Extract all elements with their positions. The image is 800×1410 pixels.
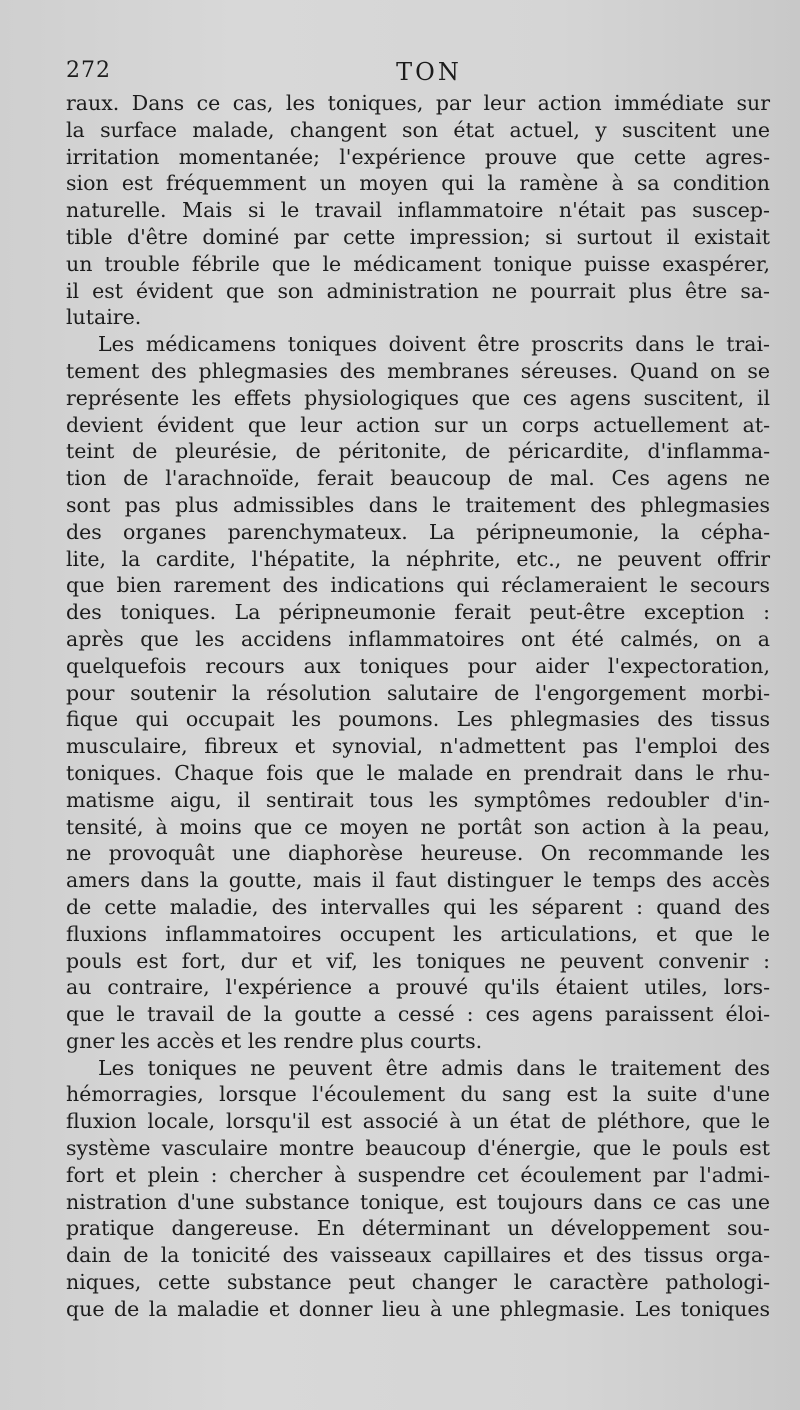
- text-line: représente les effets physiologiques que ces agens suscitent, il: [66, 385, 770, 410]
- text-line: Les médicamens toniques doivent être proscrits dans le trai-: [98, 332, 770, 357]
- text-line: pouls est fort, dur et vif, les toniques ne peuvent convenir :: [66, 948, 770, 973]
- running-head: TON: [396, 58, 462, 86]
- text-line: des toniques. La péripneumonie ferait peut-être exception :: [66, 600, 770, 625]
- text-line: toniques. Chaque fois que le malade en prendrait dans le rhu-: [66, 760, 770, 785]
- text-line: la surface malade, changent son état actuel, y suscitent une: [66, 117, 770, 142]
- text-line: un trouble fébrile que le médicament tonique puisse exaspérer,: [66, 251, 770, 276]
- text-line: que le travail de la goutte a cessé : ces agens paraissent éloi-: [66, 1002, 770, 1027]
- text-line: fique qui occupait les poumons. Les phlegmasies des tissus: [66, 707, 770, 732]
- text-line: sont pas plus admissibles dans le traitement des phlegmasies: [66, 492, 770, 517]
- text-line: amers dans la goutte, mais il faut distinguer le temps des accès: [66, 868, 770, 893]
- text-line: matisme aigu, il sentirait tous les symptômes redoubler d'in-: [66, 787, 770, 812]
- page-header: [66, 58, 760, 90]
- text-line: niques, cette substance peut changer le caractère pathologi-: [66, 1270, 770, 1295]
- text-line: musculaire, fibreux et synovial, n'admettent pas l'emploi des: [66, 734, 770, 759]
- text-line: au contraire, l'expérience a prouvé qu'ils étaient utiles, lors-: [66, 975, 770, 1000]
- text-line: de cette maladie, des intervalles qui les séparent : quand des: [66, 894, 770, 919]
- body-text: [66, 90, 770, 1323]
- text-line: nistration d'une substance tonique, est toujours dans ce cas une: [66, 1189, 770, 1214]
- text-line: hémorragies, lorsque l'écoulement du sang est la suite d'une: [66, 1082, 770, 1107]
- text-line: que bien rarement des indications qui réclameraient le secours: [66, 573, 770, 598]
- text-line: sion est fréquemment un moyen qui la ramène à sa condition: [66, 171, 770, 196]
- text-line: système vasculaire montre beaucoup d'énergie, que le pouls est: [66, 1136, 770, 1161]
- text-line: lite, la cardite, l'hépatite, la néphrite, etc., ne peuvent offrir: [66, 546, 770, 571]
- text-line: pour soutenir la résolution salutaire de l'engorgement morbi-: [66, 680, 770, 705]
- text-line: des organes parenchymateux. La péripneumonie, la cépha-: [66, 519, 770, 544]
- text-line: tensité, à moins que ce moyen ne portât son action à la peau,: [66, 814, 770, 839]
- text-line: lutaire.: [66, 305, 142, 330]
- text-line: fort et plein : chercher à suspendre cet écoulement par l'admi-: [66, 1162, 770, 1187]
- text-line: ne provoquât une diaphorèse heureuse. On recommande les: [66, 841, 770, 866]
- text-line: tement des phlegmasies des membranes séreuses. Quand on se: [66, 358, 770, 383]
- text-line: gner les accès et les rendre plus courts.: [66, 1028, 483, 1053]
- text-line: tion de l'arachnoïde, ferait beaucoup de mal. Ces agens ne: [66, 466, 770, 491]
- text-line: devient évident que leur action sur un corps actuellement at-: [66, 412, 770, 437]
- text-line: il est évident que son administration ne pourrait plus être sa-: [66, 278, 770, 303]
- text-line: que de la maladie et donner lieu à une phlegmasie. Les toniques: [66, 1296, 770, 1321]
- text-line: raux. Dans ce cas, les toniques, par leur action immédiate sur: [66, 91, 770, 115]
- text-line: dain de la tonicité des vaisseaux capillaires et des tissus orga-: [66, 1243, 770, 1268]
- text-line: quelquefois recours aux toniques pour aider l'expectoration,: [66, 653, 770, 678]
- text-line: après que les accidens inflammatoires ont été calmés, on a: [66, 626, 770, 651]
- text-line: Les toniques ne peuvent être admis dans le traitement des: [98, 1055, 770, 1080]
- page-number: 272: [66, 58, 111, 83]
- text-line: fluxions inflammatoires occupent les articulations, et que le: [66, 921, 770, 946]
- text-line: naturelle. Mais si le travail inflammatoire n'était pas suscep-: [66, 198, 770, 223]
- text-line: teint de pleurésie, de péritonite, de péricardite, d'inflamma-: [66, 439, 770, 464]
- text-line: pratique dangereuse. En déterminant un développement sou-: [66, 1216, 770, 1241]
- text-line: irritation momentanée; l'expérience prouve que cette agres-: [66, 144, 770, 169]
- text-line: fluxion locale, lorsqu'il est associé à un état de pléthore, que le: [66, 1109, 770, 1134]
- text-line: tible d'être dominé par cette impression; si surtout il existait: [66, 224, 770, 249]
